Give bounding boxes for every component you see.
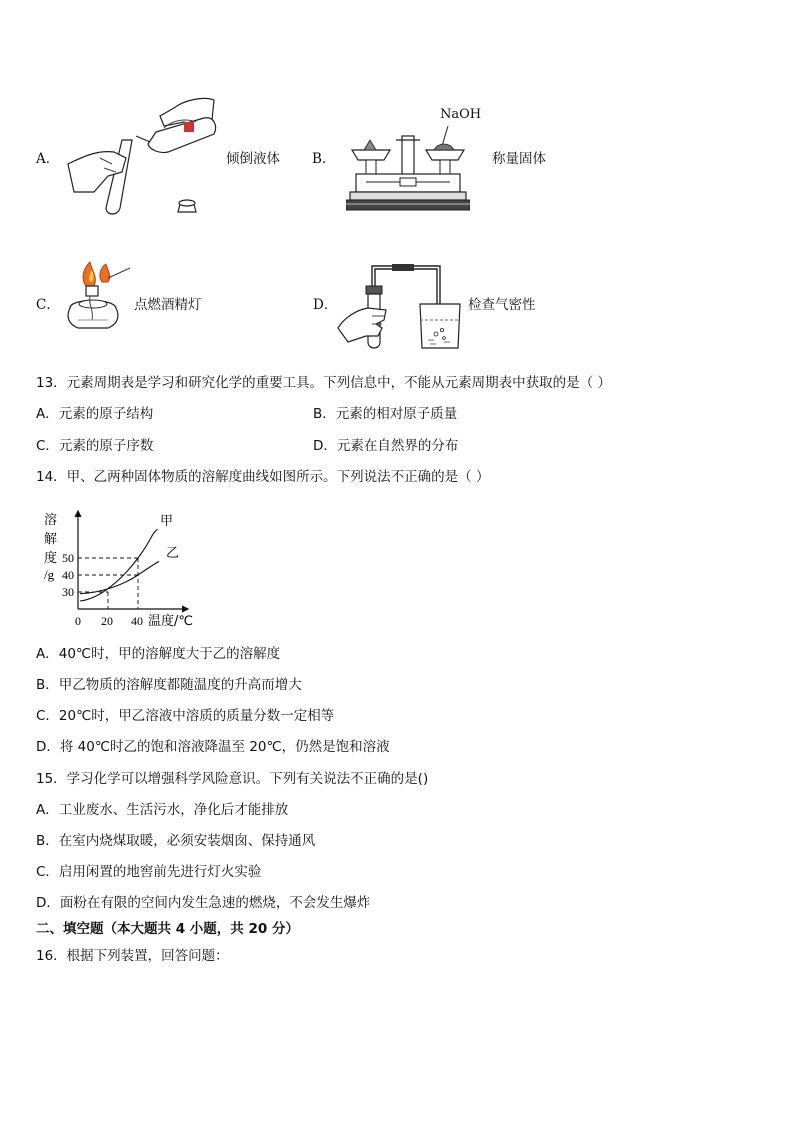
series-jia-line	[80, 529, 158, 601]
q13-option-a: A．元素的原子结构	[36, 406, 154, 422]
x-axis-label: 温度/℃	[148, 614, 193, 629]
series-yi-line	[80, 561, 159, 593]
y-tick-label: 40	[62, 568, 74, 582]
y-tick-label: 30	[62, 585, 74, 599]
q13-option-d: D．元素在自然界的分布	[313, 438, 459, 454]
q15-option-d: D．面粉在有限的空间内发生急速的燃烧，不会发生爆炸	[36, 895, 371, 911]
y-label-char: 解	[44, 532, 58, 547]
q14-option-c: C．20℃时，甲乙溶液中溶质的质量分数一定相等	[36, 708, 335, 724]
q15-option-b: B．在室内烧煤取暖，必须安装烟囱、保持通风	[36, 833, 316, 849]
y-tick-label: 50	[62, 551, 74, 565]
x-tick-label: 20	[101, 614, 113, 628]
q13-option-b: B．元素的相对原子质量	[313, 406, 458, 422]
airtightness-figure	[336, 258, 464, 354]
option-b-letter: B．	[312, 151, 336, 167]
option-a-caption: 倾倒液体	[226, 151, 280, 167]
y-ticks	[62, 551, 74, 599]
balance-figure	[346, 120, 470, 214]
naoh-label: NaOH	[440, 107, 482, 122]
curves	[80, 529, 159, 601]
option-a-letter: A．	[36, 151, 60, 167]
q16-stem: 16．根据下列装置，回答问题：	[36, 948, 229, 964]
dashed-guides	[78, 558, 138, 609]
series-label-jia: 甲	[160, 514, 174, 529]
section-heading: 二、填空题（本大题共 4 小题，共 20 分）	[36, 921, 299, 937]
alcohol-lamp-figure	[60, 258, 132, 338]
series-label-yi: 乙	[166, 546, 180, 561]
y-label-unit: /g	[44, 567, 55, 582]
q15-option-c: C．启用闲置的地窖前先进行灯火实验	[36, 864, 262, 880]
pouring-liquid-figure	[64, 92, 224, 224]
q14-option-b: B．甲乙物质的溶解度都随温度的升高而增大	[36, 677, 302, 693]
option-c-letter: C．	[36, 297, 60, 313]
option-d-letter: D．	[313, 297, 338, 313]
q13-stem: 13．元素周期表是学习和研究化学的重要工具。下列信息中，不能从元素周期表中获取的是（ ）	[36, 375, 611, 391]
option-b-caption: 称量固体	[492, 151, 546, 167]
q15-stem: 15．学习化学可以增强科学风险意识。下列有关说法不正确的是()	[36, 771, 429, 787]
x-tick-label: 0	[75, 614, 81, 628]
q13-option-c: C．元素的原子序数	[36, 438, 154, 454]
y-label-char: 溶	[44, 513, 58, 528]
x-tick-label: 40	[131, 614, 143, 628]
q15-option-a: A．工业废水、生活污水，净化后才能排放	[36, 802, 289, 818]
solubility-chart	[40, 505, 210, 629]
y-label-char: 度	[44, 551, 58, 566]
x-ticks	[75, 614, 143, 628]
option-d-caption: 检查气密性	[468, 297, 536, 313]
q14-stem: 14．甲、乙两种固体物质的溶解度曲线如图所示。下列说法不正确的是（ ）	[36, 469, 490, 485]
q14-option-d: D．将 40℃时乙的饱和溶液降温至 20℃，仍然是饱和溶液	[36, 739, 390, 755]
q14-option-a: A．40℃时，甲的溶解度大于乙的溶解度	[36, 646, 281, 662]
option-c-caption: 点燃酒精灯	[134, 297, 202, 313]
